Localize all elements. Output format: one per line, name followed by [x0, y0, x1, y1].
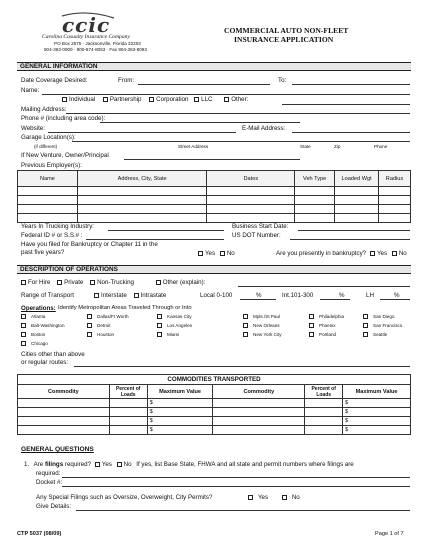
form-number: CTP 5037 (08/09) [17, 531, 62, 537]
general-information-heading: GENERAL INFORMATION [17, 62, 411, 71]
commodities-heading: COMMODITIES TRANSPORTED [18, 375, 411, 385]
table-row[interactable] [18, 205, 411, 214]
city-checkbox[interactable] [309, 323, 314, 328]
corporation-label: Corporation [156, 96, 189, 103]
filings-yes-checkbox[interactable] [95, 462, 100, 467]
city-checkbox[interactable] [21, 314, 26, 319]
email-label: E-Mail Address: [242, 125, 286, 132]
private-label: Private [64, 279, 84, 286]
city-grid [21, 314, 413, 350]
employer-table [17, 170, 411, 223]
garage-location-field[interactable] [72, 141, 410, 142]
previous-employers-label: Previous Employer(s): [21, 162, 82, 169]
form-title-line1: COMMERCIAL AUTO NON-FLEET [224, 26, 349, 35]
to-field[interactable] [292, 84, 410, 85]
range-transport-label: Range of Transport [21, 292, 74, 299]
city-row [21, 323, 413, 331]
city-checkbox[interactable] [243, 314, 248, 319]
question-1-text-bold: filings [44, 461, 64, 468]
years-trucking-label: Years In Trucking Industry: [21, 223, 95, 230]
lh-percent-field[interactable] [380, 299, 410, 300]
company-address: PO Box 2575 · Jacksonville, Florida 32203 [54, 41, 141, 46]
partnership-label: Partnership [109, 96, 142, 103]
city-label: New York City [253, 332, 282, 338]
intrastate-label: Intrastate [140, 292, 167, 299]
company-logo [56, 12, 120, 36]
local-percent-field[interactable] [240, 299, 276, 300]
special-filings-no-checkbox[interactable] [282, 495, 287, 500]
city-label: Miami [167, 332, 180, 338]
operations-heading: DESCRIPTION OF OPERATIONS [17, 265, 411, 274]
zip-label: Zip [334, 144, 341, 149]
filings-no-label: No [123, 461, 132, 468]
bankruptcy-question-line2: past five years? [21, 249, 65, 256]
employer-col-name: Name [18, 171, 78, 187]
for-hire-checkbox[interactable] [21, 280, 26, 285]
city-checkbox[interactable] [21, 332, 26, 337]
table-row[interactable] [18, 214, 411, 223]
partnership-checkbox[interactable] [103, 97, 108, 102]
city-checkbox[interactable] [21, 341, 26, 346]
cities-other-field[interactable] [74, 366, 410, 367]
int-label: Int.101-300 [282, 292, 314, 299]
other-operation-field[interactable] [238, 286, 410, 287]
question-1-text-b: required? [64, 461, 92, 468]
name-field[interactable] [42, 94, 410, 95]
docket-label: Docket #: [36, 479, 63, 486]
local-percent-sign: % [256, 292, 262, 299]
question-1-text-c: If yes, list Base State, FHWA and all state and permit numbers where filings are [136, 461, 354, 468]
city-label: Chicago [31, 341, 48, 347]
lh-percent-sign: % [394, 292, 400, 299]
question-1-text-d: required: [36, 470, 61, 477]
give-details-label: Give Details: [36, 503, 72, 510]
int-percent-sign: % [339, 292, 345, 299]
employer-col-vehtype: Veh Type [295, 171, 335, 187]
new-venture-label: If New Venture, Owner/Principal [21, 152, 109, 159]
entity-type-row [62, 96, 412, 104]
max-value-col: Maximum Value [147, 385, 213, 399]
operations-description: Identify Metropolitan Areas Traveled Through or Into [58, 305, 192, 311]
cities-other-label-line1: Cities other than above [21, 351, 85, 358]
city-label: Balt-Washington [31, 323, 65, 329]
phone-field[interactable] [100, 122, 300, 123]
city-label: Portland [319, 332, 337, 338]
present-bankruptcy-no-checkbox[interactable] [392, 251, 397, 256]
range-transport-options [94, 292, 166, 299]
individual-label: Individual [69, 96, 96, 103]
present-bankruptcy-answer [370, 250, 407, 257]
logo-text: ccic [62, 13, 111, 37]
company-phones: 904-363-0900 · 800-874-8053 · Fax 904-363-8093 [44, 47, 147, 52]
percent-loads-col-2: Percent of Loads [305, 385, 343, 399]
new-venture-field[interactable] [124, 159, 300, 160]
city-row [21, 314, 413, 322]
present-bankruptcy-yes-checkbox[interactable] [370, 251, 375, 256]
special-filings-label: Any Special Filings such as Oversize, Overweight, City Permits? [36, 494, 213, 501]
operations-label: Operations: [21, 305, 56, 312]
state-label: State [300, 144, 311, 149]
interstate-label: Interstate [101, 292, 127, 299]
present-bankruptcy-yes-label: Yes [377, 250, 388, 257]
city-row [21, 341, 413, 349]
other-checkbox[interactable] [224, 97, 229, 102]
special-filings-yes-label: Yes [258, 494, 269, 501]
employer-col-address: Address, City, State [77, 171, 207, 187]
cities-other-label-line2: or regular routes: [21, 359, 69, 366]
mailing-address-label: Mailing Address: [21, 106, 67, 113]
local-label: Local 0-100 [200, 292, 233, 299]
commodities-table [17, 374, 411, 435]
llc-checkbox[interactable] [194, 97, 199, 102]
street-address-label: Street Address [178, 144, 209, 149]
other-operation-label: Other (explain): [162, 279, 206, 286]
other-label: Other: [231, 96, 249, 103]
city-checkbox[interactable] [363, 332, 368, 337]
business-start-label: Business Start Date: [232, 223, 289, 230]
phone-col-label: Phone [374, 144, 388, 149]
form-title-line2: INSURANCE APPLICATION [234, 35, 334, 44]
city-label: Atlanta [31, 314, 46, 320]
city-row [21, 332, 413, 340]
city-label: Detroit [97, 323, 111, 329]
city-label: Mpls./St Paul [253, 314, 281, 320]
city-label: San Diego [373, 314, 395, 320]
city-checkbox[interactable] [309, 332, 314, 337]
website-label: Website: [21, 125, 45, 132]
other-entity-field[interactable] [282, 104, 410, 105]
for-hire-label: For Hire [28, 279, 51, 286]
other-operation-checkbox[interactable] [156, 280, 161, 285]
company-name: Carolina Casualty Insurance Company [42, 34, 130, 40]
bankruptcy-no-checkbox[interactable] [220, 251, 225, 256]
city-checkbox[interactable] [309, 314, 314, 319]
city-checkbox[interactable] [157, 314, 162, 319]
employer-col-dates: Dates [207, 171, 295, 187]
commodity-col-2: Commodity [213, 385, 305, 399]
non-trucking-checkbox[interactable] [90, 280, 95, 285]
city-checkbox[interactable] [87, 332, 92, 337]
operation-type-row [21, 279, 205, 286]
present-bankruptcy-label: Are you presently in bankruptcy? [276, 250, 367, 257]
special-filings-yes-checkbox[interactable] [248, 495, 253, 500]
city-label: Boston [31, 332, 46, 338]
bankruptcy-yes-label: Yes [205, 250, 216, 257]
date-coverage-label: Date Coverage Desired: [21, 77, 88, 84]
city-label: Phoenix [319, 323, 336, 329]
table-row[interactable]: $ $ [18, 408, 411, 417]
city-label: Philadelphia [319, 314, 345, 320]
filings-yes-label: Yes [101, 461, 112, 468]
if-different-label: (if different) [34, 144, 58, 149]
city-label: San Francisco [373, 323, 403, 329]
intrastate-checkbox[interactable] [134, 293, 139, 298]
special-filings-no-label: No [291, 494, 300, 501]
page-number: Page 1 of 7 [375, 531, 404, 537]
city-checkbox[interactable] [243, 323, 248, 328]
employer-col-radius: Radius [379, 171, 411, 187]
name-label: Name: [21, 87, 40, 94]
filings-no-checkbox[interactable] [117, 462, 122, 467]
bankruptcy-yes-checkbox[interactable] [198, 251, 203, 256]
dot-number-label: US DOT Number: [232, 232, 281, 239]
table-row[interactable]: $ $ [18, 399, 411, 408]
garage-location-label: Garage Location(s): [21, 134, 76, 141]
corporation-checkbox[interactable] [149, 97, 154, 102]
email-field[interactable] [292, 132, 410, 133]
max-value-col-2: Maximum Value [343, 385, 411, 399]
present-bankruptcy-no-label: No [398, 250, 407, 257]
to-label: To: [278, 77, 287, 84]
question-1-number: 1. [24, 461, 30, 468]
table-row[interactable] [18, 187, 411, 196]
city-checkbox[interactable] [87, 314, 92, 319]
phone-label: Phone # (including area code): [21, 115, 106, 122]
lh-label: LH [366, 292, 374, 299]
city-label: Kansas City [167, 314, 192, 320]
city-label: Dallas/Ft Worth [97, 314, 129, 320]
years-trucking-field[interactable] [108, 230, 224, 231]
from-label: From: [118, 77, 135, 84]
city-label: New Orleans [253, 323, 280, 329]
llc-label: LLC [201, 96, 213, 103]
city-checkbox[interactable] [87, 323, 92, 328]
mailing-address-field[interactable] [66, 113, 410, 114]
employer-col-loadedwgt: Loaded Wgt [335, 171, 379, 187]
docket-field[interactable] [62, 486, 410, 487]
general-questions-heading: GENERAL QUESTIONS [21, 446, 94, 453]
website-field[interactable] [48, 132, 236, 133]
int-percent-field[interactable] [320, 299, 350, 300]
federal-id-field[interactable] [86, 239, 224, 240]
give-details-field[interactable] [76, 510, 410, 511]
city-checkbox[interactable] [157, 332, 162, 337]
city-label: Houston [97, 332, 115, 338]
city-checkbox[interactable] [363, 323, 368, 328]
dot-number-field[interactable] [290, 239, 410, 240]
interstate-checkbox[interactable] [94, 293, 99, 298]
individual-checkbox[interactable] [62, 97, 67, 102]
from-field[interactable] [138, 84, 270, 85]
city-checkbox[interactable] [363, 314, 368, 319]
city-checkbox[interactable] [157, 323, 162, 328]
business-start-field[interactable] [298, 230, 410, 231]
city-checkbox[interactable] [21, 323, 26, 328]
city-checkbox[interactable] [243, 332, 248, 337]
table-row[interactable] [18, 196, 411, 205]
bankruptcy-no-label: No [226, 250, 235, 257]
bankruptcy-answer [198, 250, 235, 257]
non-trucking-label: Non-Trucking [97, 279, 135, 286]
city-label: Los Angeles [167, 323, 193, 329]
bankruptcy-question-line1: Have you filed for Bankruptcy or Chapter 11 in the [21, 241, 158, 248]
question-1-text-a: Are [33, 461, 44, 468]
table-row[interactable]: $ $ [18, 426, 411, 435]
table-row[interactable]: $ $ [18, 417, 411, 426]
filings-required-field[interactable] [62, 477, 410, 478]
commodity-col: Commodity [18, 385, 110, 399]
percent-loads-col: Percent of Loads [109, 385, 147, 399]
private-checkbox[interactable] [57, 280, 62, 285]
special-filings-answer [248, 494, 300, 501]
question-1-row [24, 461, 354, 468]
city-label: Seattle [373, 332, 388, 338]
federal-id-label: Federal ID # or S.S.# : [21, 232, 83, 239]
